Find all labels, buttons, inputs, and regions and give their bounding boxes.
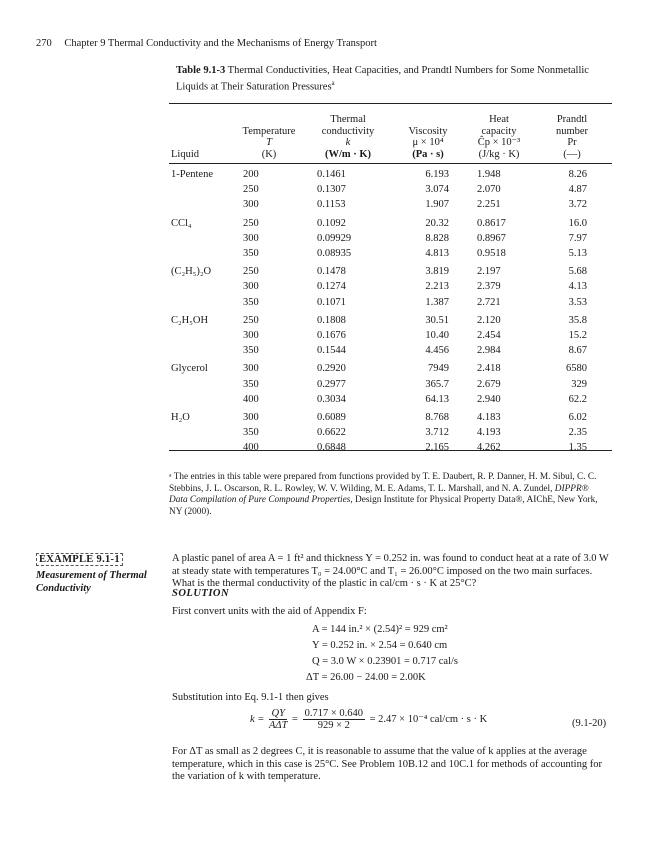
cell-T: 250 [243,314,259,326]
conversion-thickness: Y = 0.252 in. × 2.54 = 0.640 cm [312,640,448,651]
cell-T: 350 [243,345,259,357]
header-viscosity: Viscosity μ × 10⁴ (Pa · s) [408,125,448,160]
cell-k: 0.3034 [317,393,346,405]
cell-k: 0.6622 [317,427,346,439]
eq-fraction-numeric: $\frac{0.717 \times 0.640}{929 \times 2}$ [304,708,364,731]
table-row [169,411,612,425]
cell-mu: 7949 [428,363,449,375]
cell-liquid: CCl₄ [171,217,192,229]
table-row [169,217,612,231]
cell-mu: 20.32 [425,217,449,229]
table-row [169,247,612,261]
cell-mu: 10.40 [425,330,449,341]
cell-pr: 6.02 [568,412,587,423]
cell-pr: 35.8 [568,314,587,326]
table-row [169,232,612,246]
cell-k: 0.1092 [317,217,346,229]
table-row [169,344,612,358]
cell-pr: 3.53 [568,296,587,308]
table-row [169,198,612,212]
cell-mu: 3.819 [425,266,449,278]
cell-mu: 4.456 [425,345,449,357]
solution-step-1: First convert units with the aid of Appendix F: [172,606,367,617]
cell-cp: 0.8967 [477,232,506,244]
cell-cp: 2.984 [477,345,501,357]
cell-T: 250 [243,184,259,196]
cell-mu: 64.13 [425,393,449,405]
cell-T: 300 [243,412,259,423]
equation-number: (9.1-20) [572,718,607,729]
table-row [169,183,612,197]
cell-liquid: Glycerol [171,363,208,375]
table-header-row [169,110,612,160]
cell-liquid: 1-Pentene [171,169,213,180]
header-heat-capacity: Heat capacity Ĉp × 10⁻³ (J/kg · K) [477,114,521,160]
cell-cp: 0.8617 [477,217,506,229]
cell-mu: 3.074 [425,184,449,196]
solution-step-2: Substitution into Eq. 9.1-1 then gives [172,692,329,703]
table-bottom-rule [169,450,612,451]
closing-paragraph: For ΔT as small as 2 degrees C, it is reasonable to assume that the value of k applies at the average temperature, which in this case is 25°C. See Problem 10B.12 and 10C.1 for methods of accounting for the variation of k with temperature. [172,746,602,782]
cell-mu: 6.193 [425,169,449,180]
cell-cp: 1.948 [477,169,501,180]
cell-k: 0.08935 [317,248,352,259]
cell-pr: 2.35 [568,427,587,439]
cell-cp: 2.251 [477,199,501,211]
cell-cp: 4.183 [477,412,501,423]
table-top-rule [169,103,612,104]
cell-mu: 4.813 [425,248,449,259]
cell-pr: 62.2 [568,393,587,405]
table-row [169,168,612,182]
running-title: Chapter 9 Thermal Conductivity and the Mechanisms of Energy Transport [64,38,377,49]
cell-cp: 2.679 [477,378,501,390]
cell-T: 300 [243,199,259,211]
page-number: 270 [36,38,52,49]
conversion-heat-rate: Q = 3.0 W × 0.23901 = 0.717 cal/s [312,656,458,667]
table-row [169,362,612,376]
cell-mu: 1.907 [425,199,449,211]
table-caption-label: Table 9.1-3 [176,65,226,76]
table-row [169,393,612,407]
table-row [169,329,612,343]
table-header-rule [169,163,612,164]
header-prandtl: Prandtl number Pr (—) [555,114,589,160]
cell-T: 350 [243,248,259,259]
cell-cp: 0.9518 [477,248,506,259]
solution-heading: SOLUTION [172,588,230,599]
cell-T: 250 [243,217,259,229]
cell-cp: 2.070 [477,184,501,196]
cell-pr: 329 [571,378,587,390]
cell-k: 0.1153 [317,199,346,211]
cell-pr: 4.13 [568,281,587,293]
cell-k: 0.1676 [317,330,346,341]
cell-cp: 4.193 [477,427,501,439]
cell-mu: 30.51 [425,314,449,326]
table-footnote: ᵃ The entries in this table were prepared from functions provided by T. E. Daubert, R. P. Danner, H. M. Sibul, C. C. Stebbins, J. L. Oscarson, R. L. Rowley, W. V. Wilding, M. E. Adams, T. L. Marshall, and N. A. Zundel, DIPPR® Data Compilation of Pure Compound Properties, Design Institute for Physical Property Data®, AIChE, New York, NY (2000). [169,472,598,517]
cell-k: 0.6848 [317,442,346,454]
cell-k: 0.1274 [317,281,346,293]
eq-fraction-symbolic: $\frac{QY}{\text{AΔT}}$ [269,708,288,731]
cell-pr: 3.72 [568,199,587,211]
cell-liquid: (C₂H₅)₂O [171,266,212,278]
cell-T: 250 [243,266,259,278]
eq-lhs: k = [250,713,265,725]
cell-pr: 5.68 [568,266,587,278]
running-header [36,38,377,49]
header-liquid: Liquid [171,148,199,160]
cell-cp: 4.262 [477,442,501,454]
cell-k: 0.1808 [317,314,346,326]
cell-T: 200 [243,169,259,180]
cell-pr: 4.87 [568,184,587,196]
cell-T: 300 [243,232,259,244]
cell-k: 0.2977 [317,378,346,390]
table-row [169,314,612,328]
header-thermal-conductivity: Thermal conductivity k (W/m · K) [321,114,375,160]
eq-equals: = [292,713,298,725]
cell-k: 0.1478 [317,266,346,278]
cell-cp: 2.379 [477,281,501,293]
table-row [169,280,612,294]
cell-cp: 2.197 [477,266,501,278]
cell-k: 0.6089 [317,412,346,423]
table-caption [176,65,596,94]
conversion-area: A = 144 in.² × (2.54)² = 929 cm² [312,624,448,635]
cell-pr: 1.35 [568,442,587,454]
cell-pr: 16.0 [568,217,587,229]
cell-mu: 3.712 [425,427,449,439]
table-row [169,378,612,392]
cell-k: 0.1461 [317,169,346,180]
cell-mu: 8.768 [425,412,449,423]
cell-cp: 2.418 [477,363,501,375]
cell-cp: 2.120 [477,314,501,326]
cell-cp: 2.940 [477,393,501,405]
cell-k: 0.1544 [317,345,346,357]
cell-mu: 8.828 [425,232,449,244]
cell-pr: 8.67 [568,345,587,357]
eq-result: = 2.47 × 10⁻⁴ cal/cm · s · K [369,713,488,725]
cell-T: 350 [243,296,259,308]
example-title: Measurement of Thermal Conductivity [36,570,147,594]
table-row [169,426,612,440]
table-row [169,265,612,279]
table-row [169,296,612,310]
cell-T: 300 [243,363,259,375]
cell-T: 300 [243,281,259,293]
example-problem: A plastic panel of area A = 1 ft² and thickness Y = 0.252 in. was found to conduct heat at a rate of 3.0 W at steady state with temperatures T₀ = 24.00°C and T₁ = 26.00°C imposed on the two main surfaces. What is the thermal conductivity of the plastic in cal/cm · s · K at 25°C? [172,553,609,589]
header-temperature: Temperature T (K) [242,125,296,160]
table-caption-mark: a [331,79,335,87]
cell-pr: 8.26 [568,169,587,180]
cell-T: 400 [243,442,259,454]
cell-pr: 7.97 [568,232,587,244]
cell-mu: 365.7 [425,378,449,390]
cell-liquid: C₂H₅OH [171,314,209,326]
cell-mu: 2.165 [425,442,449,454]
cell-T: 300 [243,330,259,341]
cell-k: 0.1071 [317,296,346,308]
cell-T: 400 [243,393,259,405]
example-label: EXAMPLE 9.1-1 [36,553,123,566]
cell-T: 350 [243,378,259,390]
cell-mu: 1.387 [425,296,449,308]
cell-cp: 2.454 [477,330,501,341]
cell-mu: 2.213 [425,281,449,293]
result-equation [250,708,487,731]
cell-k: 0.09929 [317,232,352,244]
cell-pr: 15.2 [568,330,587,341]
conversion-temperature-difference: ΔT = 26.00 − 24.00 = 2.00K [306,672,426,683]
cell-k: 0.2920 [317,363,346,375]
cell-pr: 5.13 [568,248,587,259]
cell-cp: 2.721 [477,296,501,308]
cell-pr: 6580 [566,363,587,375]
table-row [169,441,612,455]
table-caption-text: Thermal Conductivities, Heat Capacities, and Prandtl Numbers for Some Nonmetallic Liquids at Their Saturation Pressures [176,65,589,93]
cell-k: 0.1307 [317,184,346,196]
cell-liquid: H₂O [171,412,190,423]
cell-T: 350 [243,427,259,439]
